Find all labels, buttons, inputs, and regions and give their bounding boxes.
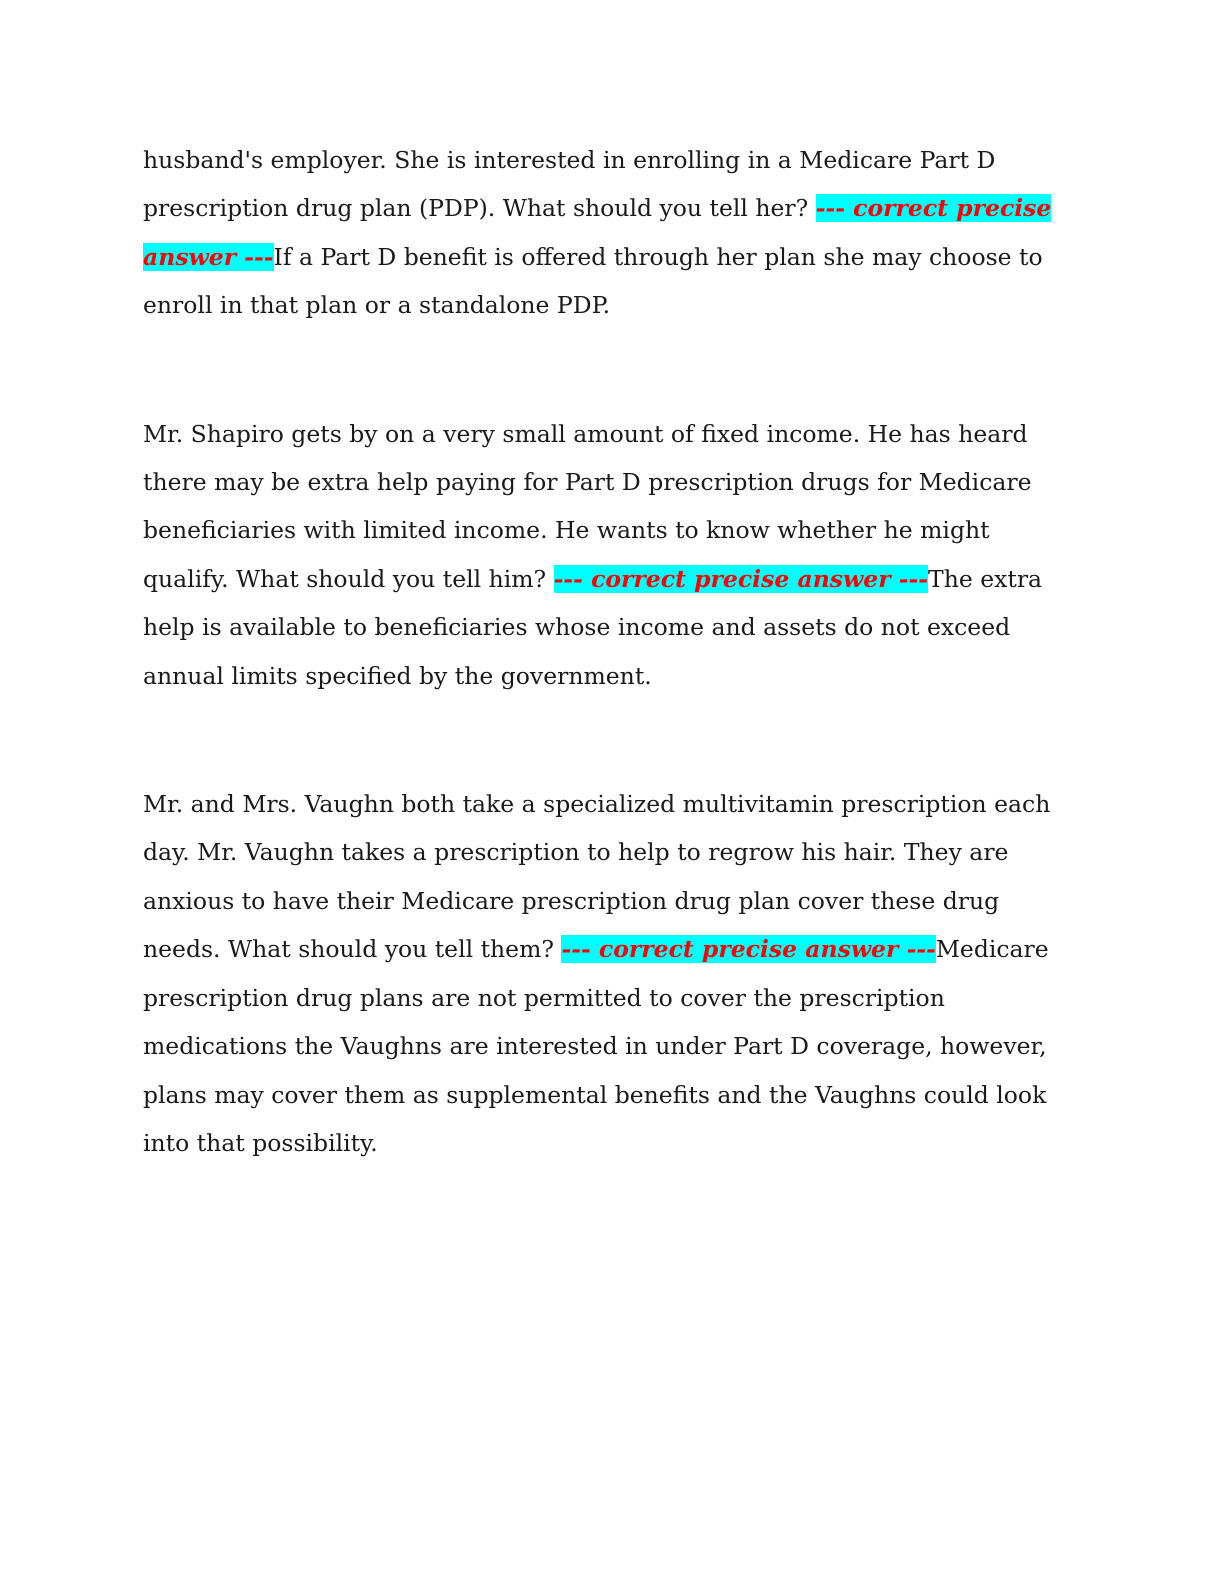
answer-marker: --- correct precise answer --- <box>561 935 936 964</box>
question-text: Mr. Shapiro gets by on a very small amount of fixed income. He has heard there may be extra help paying for Part D prescription drugs for Medicare beneficiaries with limited income. He wants to know whether he might qualify. What should you tell him? <box>143 419 1032 593</box>
answer-text: The extra help is available to beneficiaries whose income and assets do not exceed annual limits specified by the government. <box>143 564 1043 690</box>
answer-marker: --- correct precise answer --- <box>553 564 929 593</box>
qa-block-part-d-enrollment <box>143 136 1078 330</box>
question-text: husband's employer. She is interested in enrolling in a Medicare Part D prescription drug plan (PDP). What should you tell her? <box>143 146 996 223</box>
answer-text: If a Part D benefit is offered through her plan she may choose to enroll in that plan or a standalone PDP. <box>143 242 1043 320</box>
question-text: Mr. and Mrs. Vaughn both take a specialized multivitamin prescription each day. Mr. Vaughn takes a prescription to help to regrow his hair. They are anxious to have their Medicare prescription drug plan cover these drug needs. What should you tell them? <box>143 790 1051 964</box>
qa-block-vaughn-coverage <box>143 780 1078 1167</box>
qa-block-extra-help <box>143 410 1078 700</box>
answer-text: Medicare prescription drug plans are not permitted to cover the prescription medications the Vaughns are interested in under Part D coverage, however, plans may cover them as supplemental benefits and the Vaughns could look into that possibility. <box>143 935 1049 1157</box>
answer-marker: --- correct precise answer --- <box>143 194 1052 271</box>
document-page <box>143 136 1078 1167</box>
